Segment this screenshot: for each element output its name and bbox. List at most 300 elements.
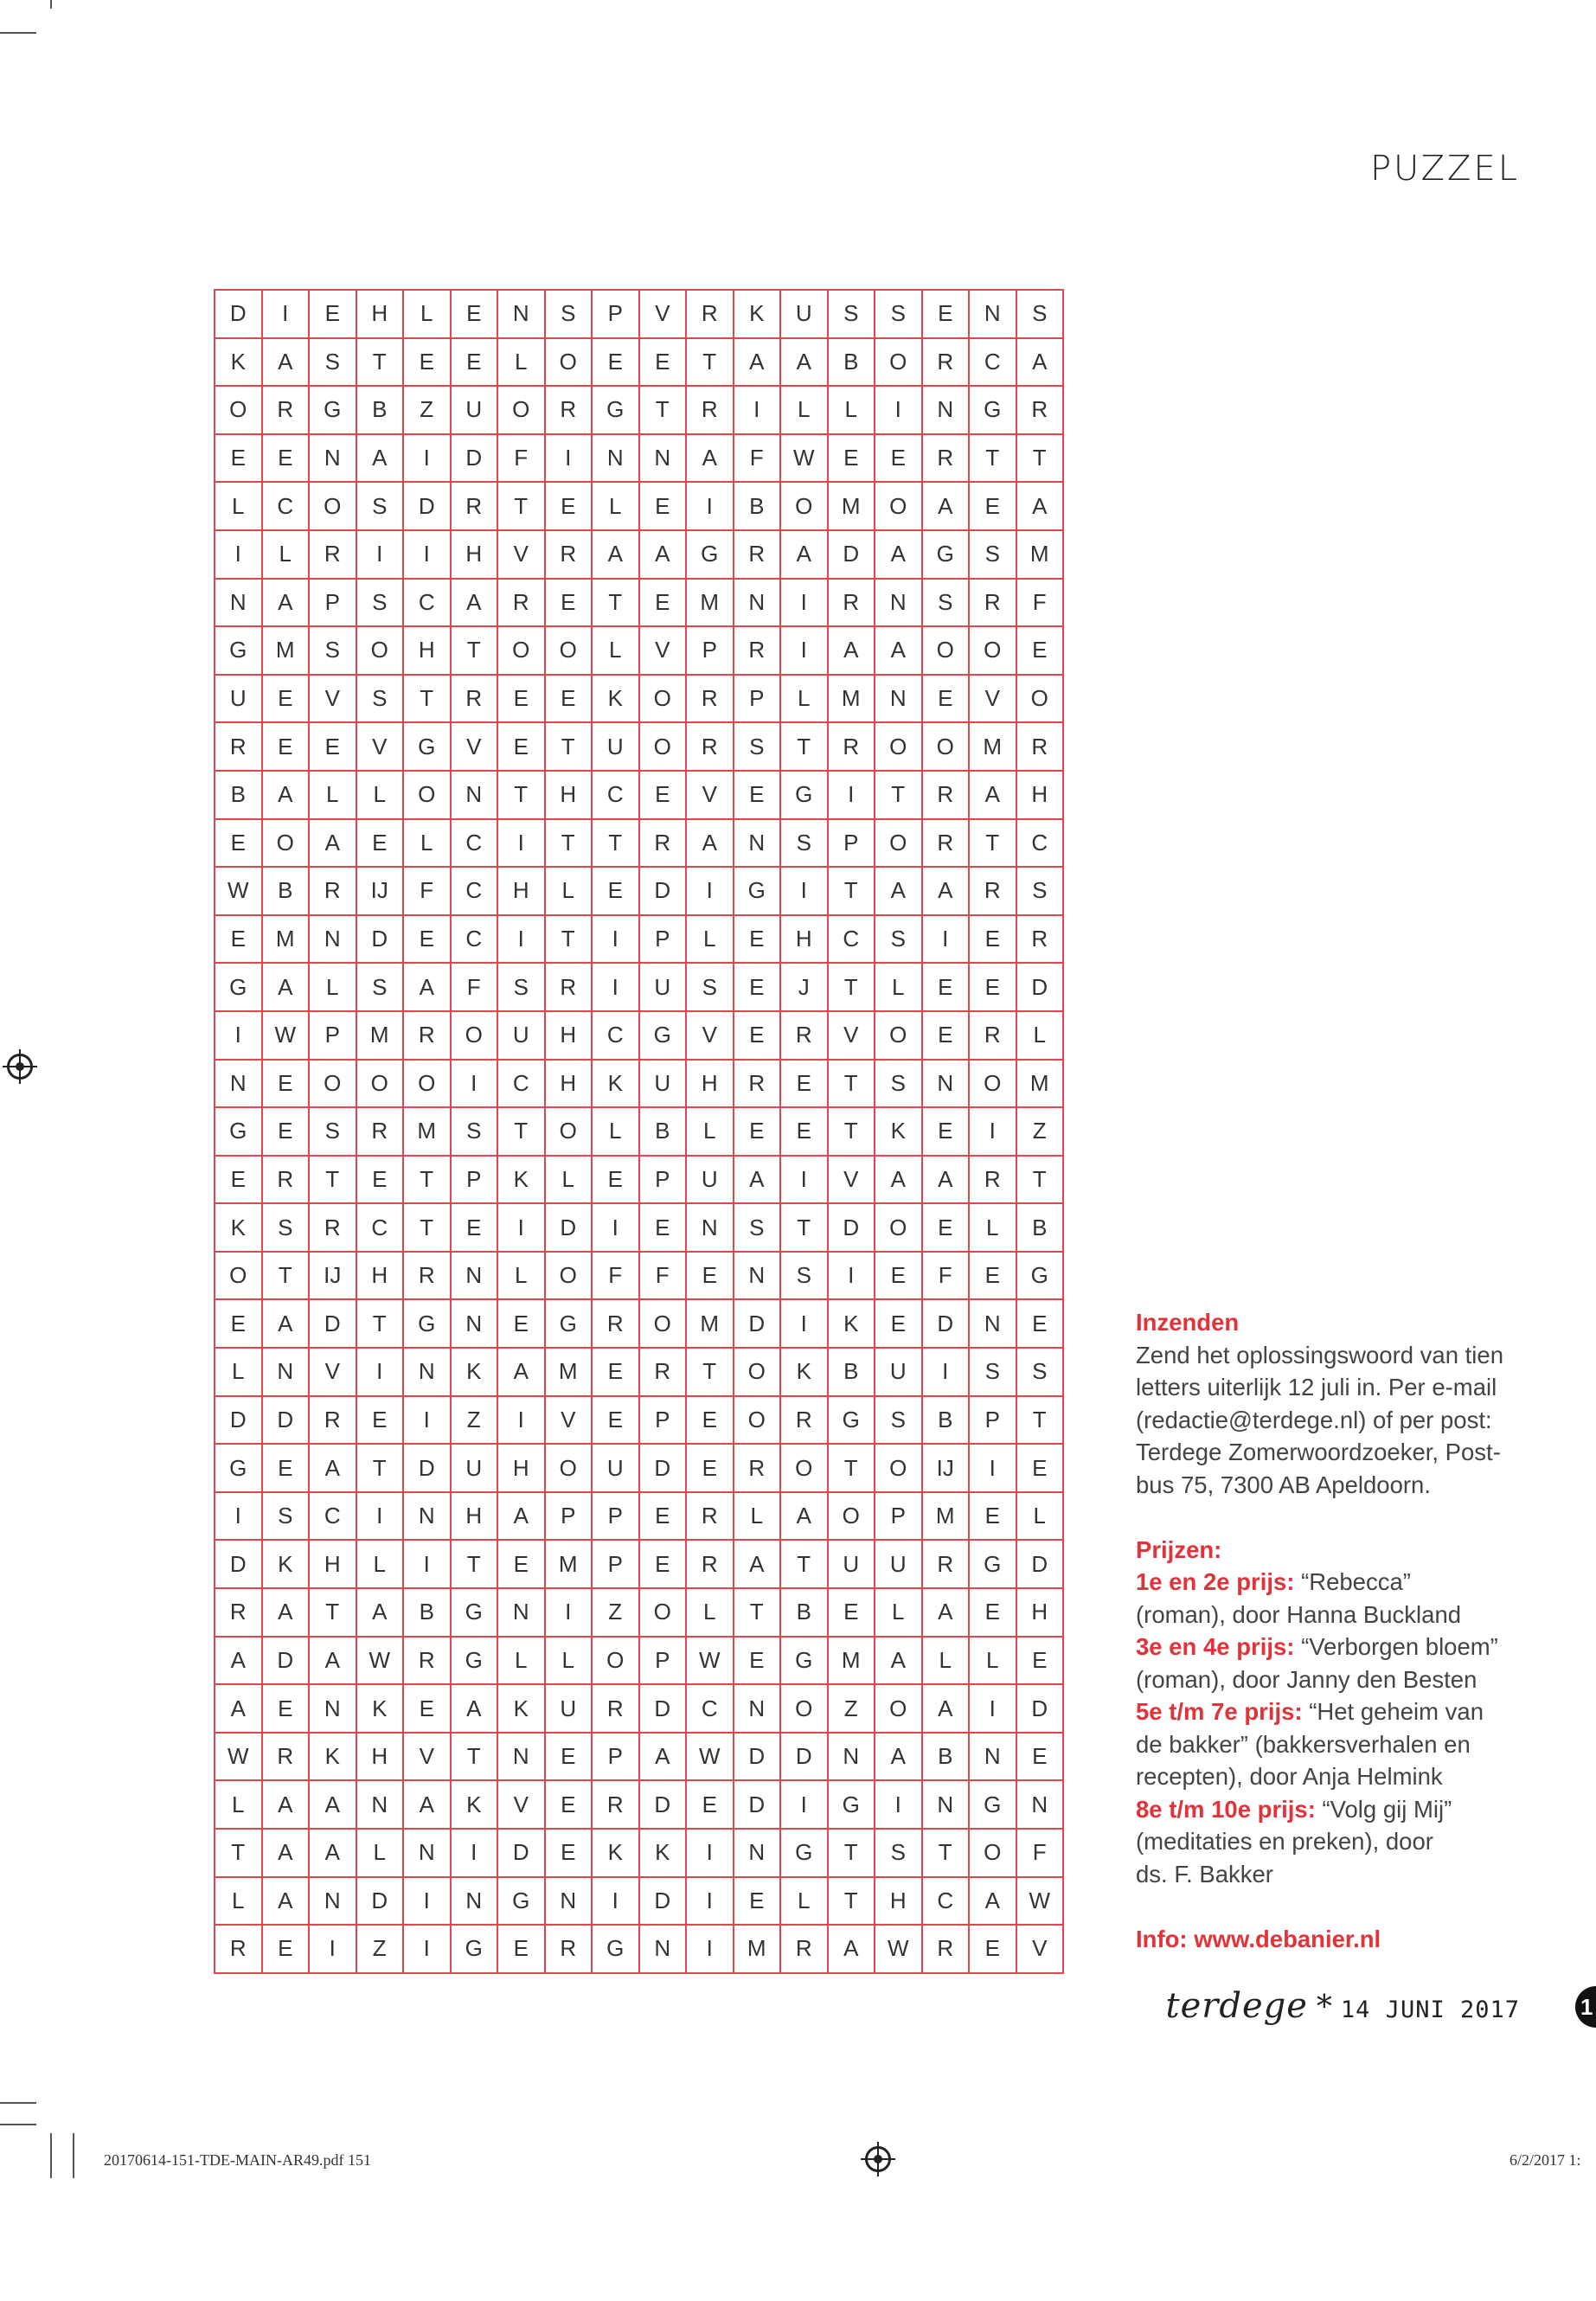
grid-cell[interactable]: I <box>686 482 734 530</box>
grid-cell[interactable]: U <box>451 386 498 434</box>
grid-cell[interactable]: V <box>686 1011 734 1060</box>
grid-cell[interactable]: E <box>734 915 781 964</box>
grid-cell[interactable]: T <box>639 386 687 434</box>
grid-cell[interactable]: T <box>828 963 875 1011</box>
grid-cell[interactable]: A <box>734 338 781 387</box>
grid-cell[interactable]: N <box>686 1203 734 1252</box>
grid-cell[interactable]: L <box>356 1540 404 1588</box>
grid-cell[interactable]: R <box>780 1011 828 1060</box>
grid-cell[interactable]: S <box>451 1107 498 1156</box>
grid-cell[interactable]: E <box>734 1107 781 1156</box>
grid-cell[interactable]: A <box>780 530 828 579</box>
grid-cell[interactable]: O <box>639 675 687 723</box>
grid-cell[interactable]: K <box>734 290 781 338</box>
grid-cell[interactable]: D <box>403 1444 451 1492</box>
grid-cell[interactable]: M <box>403 1107 451 1156</box>
grid-cell[interactable]: B <box>262 867 310 915</box>
grid-cell[interactable]: A <box>875 1637 922 1685</box>
grid-cell[interactable]: E <box>875 1252 922 1300</box>
grid-cell[interactable]: E <box>497 1540 545 1588</box>
grid-cell[interactable]: G <box>215 1444 262 1492</box>
grid-cell[interactable]: H <box>497 867 545 915</box>
grid-cell[interactable]: R <box>545 963 593 1011</box>
grid-cell[interactable]: T <box>451 1733 498 1781</box>
grid-cell[interactable]: M <box>262 915 310 964</box>
grid-cell[interactable]: A <box>875 867 922 915</box>
grid-cell[interactable]: A <box>875 1156 922 1204</box>
grid-cell[interactable]: T <box>828 867 875 915</box>
grid-cell[interactable]: M <box>545 1348 593 1396</box>
grid-cell[interactable]: T <box>780 722 828 771</box>
grid-cell[interactable]: E <box>356 1396 404 1445</box>
grid-cell[interactable]: P <box>828 819 875 868</box>
grid-cell[interactable]: R <box>215 1588 262 1637</box>
grid-cell[interactable]: W <box>686 1733 734 1781</box>
grid-cell[interactable]: A <box>875 626 922 675</box>
grid-cell[interactable]: G <box>734 867 781 915</box>
grid-cell[interactable]: L <box>969 1203 1016 1252</box>
grid-cell[interactable]: L <box>215 1877 262 1926</box>
grid-cell[interactable]: S <box>922 579 970 627</box>
grid-cell[interactable]: U <box>497 1011 545 1060</box>
grid-cell[interactable]: T <box>828 1060 875 1108</box>
grid-cell[interactable]: V <box>403 1733 451 1781</box>
grid-cell[interactable]: P <box>309 1011 356 1060</box>
grid-cell[interactable]: E <box>592 1348 639 1396</box>
grid-cell[interactable]: S <box>545 290 593 338</box>
grid-cell[interactable]: P <box>592 290 639 338</box>
grid-cell[interactable]: E <box>686 1780 734 1829</box>
grid-cell[interactable]: R <box>451 675 498 723</box>
grid-cell[interactable]: P <box>969 1396 1016 1445</box>
grid-cell[interactable]: A <box>262 1588 310 1637</box>
grid-cell[interactable]: U <box>592 1444 639 1492</box>
grid-cell[interactable]: D <box>1016 1684 1064 1733</box>
grid-cell[interactable]: A <box>922 482 970 530</box>
grid-cell[interactable]: M <box>828 482 875 530</box>
grid-cell[interactable]: E <box>545 579 593 627</box>
grid-cell[interactable]: P <box>592 1492 639 1541</box>
grid-cell[interactable]: F <box>497 434 545 483</box>
grid-cell[interactable]: B <box>828 1348 875 1396</box>
grid-cell[interactable]: E <box>309 722 356 771</box>
grid-cell[interactable]: O <box>545 338 593 387</box>
grid-cell[interactable]: E <box>262 1060 310 1108</box>
grid-cell[interactable]: G <box>403 1299 451 1348</box>
grid-cell[interactable]: D <box>497 1829 545 1877</box>
grid-cell[interactable]: T <box>309 1588 356 1637</box>
grid-cell[interactable]: N <box>545 1877 593 1926</box>
grid-cell[interactable]: A <box>639 530 687 579</box>
grid-cell[interactable]: I <box>875 1780 922 1829</box>
grid-cell[interactable]: N <box>922 1780 970 1829</box>
grid-cell[interactable]: N <box>734 819 781 868</box>
grid-cell[interactable]: S <box>262 1492 310 1541</box>
grid-cell[interactable]: I <box>545 1588 593 1637</box>
grid-cell[interactable]: I <box>403 1396 451 1445</box>
grid-cell[interactable]: E <box>639 1203 687 1252</box>
grid-cell[interactable]: H <box>497 1444 545 1492</box>
grid-cell[interactable]: D <box>639 1780 687 1829</box>
grid-cell[interactable]: I <box>403 530 451 579</box>
grid-cell[interactable]: R <box>215 1925 262 1973</box>
grid-cell[interactable]: C <box>451 867 498 915</box>
grid-cell[interactable]: J <box>780 963 828 1011</box>
grid-cell[interactable]: E <box>451 1203 498 1252</box>
grid-cell[interactable]: IJ <box>356 867 404 915</box>
grid-cell[interactable]: I <box>780 579 828 627</box>
grid-cell[interactable]: D <box>828 1203 875 1252</box>
grid-cell[interactable]: T <box>828 1107 875 1156</box>
grid-cell[interactable]: I <box>309 1925 356 1973</box>
grid-cell[interactable]: C <box>497 1060 545 1108</box>
grid-cell[interactable]: N <box>451 1252 498 1300</box>
grid-cell[interactable]: E <box>545 1780 593 1829</box>
grid-cell[interactable]: R <box>1016 915 1064 964</box>
grid-cell[interactable]: E <box>497 1299 545 1348</box>
grid-cell[interactable]: E <box>922 1011 970 1060</box>
grid-cell[interactable]: G <box>780 1637 828 1685</box>
grid-cell[interactable]: U <box>686 1156 734 1204</box>
grid-cell[interactable]: T <box>403 1156 451 1204</box>
grid-cell[interactable]: T <box>686 338 734 387</box>
grid-cell[interactable]: E <box>262 722 310 771</box>
grid-cell[interactable]: F <box>1016 579 1064 627</box>
grid-cell[interactable]: E <box>686 1444 734 1492</box>
grid-cell[interactable]: V <box>969 675 1016 723</box>
grid-cell[interactable]: I <box>403 1540 451 1588</box>
grid-cell[interactable]: H <box>1016 1588 1064 1637</box>
grid-cell[interactable]: O <box>780 1444 828 1492</box>
grid-cell[interactable]: A <box>497 1492 545 1541</box>
grid-cell[interactable]: G <box>780 1829 828 1877</box>
grid-cell[interactable]: R <box>780 1396 828 1445</box>
grid-cell[interactable]: E <box>969 1588 1016 1637</box>
grid-cell[interactable]: R <box>545 1925 593 1973</box>
grid-cell[interactable]: V <box>686 771 734 819</box>
grid-cell[interactable]: T <box>497 482 545 530</box>
grid-cell[interactable]: R <box>309 867 356 915</box>
grid-cell[interactable]: S <box>309 626 356 675</box>
grid-cell[interactable]: N <box>875 579 922 627</box>
grid-cell[interactable]: H <box>356 1252 404 1300</box>
grid-cell[interactable]: U <box>780 290 828 338</box>
grid-cell[interactable]: O <box>356 626 404 675</box>
grid-cell[interactable]: E <box>875 434 922 483</box>
grid-cell[interactable]: B <box>922 1733 970 1781</box>
grid-cell[interactable]: I <box>780 1156 828 1204</box>
grid-cell[interactable]: S <box>875 915 922 964</box>
grid-cell[interactable]: O <box>875 819 922 868</box>
grid-cell[interactable]: Z <box>592 1588 639 1637</box>
grid-cell[interactable]: E <box>545 1733 593 1781</box>
grid-cell[interactable]: R <box>356 1107 404 1156</box>
grid-cell[interactable]: R <box>545 386 593 434</box>
grid-cell[interactable]: D <box>403 482 451 530</box>
grid-cell[interactable]: P <box>734 675 781 723</box>
grid-cell[interactable]: R <box>497 579 545 627</box>
grid-cell[interactable]: E <box>734 963 781 1011</box>
grid-cell[interactable]: I <box>828 1252 875 1300</box>
grid-cell[interactable]: E <box>922 1203 970 1252</box>
grid-cell[interactable]: R <box>592 1299 639 1348</box>
grid-cell[interactable]: C <box>592 1011 639 1060</box>
grid-cell[interactable]: F <box>451 963 498 1011</box>
grid-cell[interactable]: E <box>545 1829 593 1877</box>
grid-cell[interactable]: R <box>262 386 310 434</box>
grid-cell[interactable]: R <box>922 338 970 387</box>
grid-cell[interactable]: D <box>1016 1540 1064 1588</box>
grid-cell[interactable]: N <box>969 1733 1016 1781</box>
grid-cell[interactable]: A <box>875 1733 922 1781</box>
grid-cell[interactable]: O <box>545 626 593 675</box>
grid-cell[interactable]: A <box>403 1780 451 1829</box>
grid-cell[interactable]: C <box>922 1877 970 1926</box>
grid-cell[interactable]: O <box>875 338 922 387</box>
grid-cell[interactable]: R <box>969 867 1016 915</box>
grid-cell[interactable]: S <box>309 1107 356 1156</box>
grid-cell[interactable]: I <box>215 530 262 579</box>
grid-cell[interactable]: E <box>215 1299 262 1348</box>
grid-cell[interactable]: O <box>734 1348 781 1396</box>
grid-cell[interactable]: W <box>875 1925 922 1973</box>
grid-cell[interactable]: E <box>497 1925 545 1973</box>
grid-cell[interactable]: L <box>545 1156 593 1204</box>
grid-cell[interactable]: G <box>451 1637 498 1685</box>
grid-cell[interactable]: E <box>734 1877 781 1926</box>
grid-cell[interactable]: W <box>262 1011 310 1060</box>
grid-cell[interactable]: H <box>875 1877 922 1926</box>
grid-cell[interactable]: T <box>922 1829 970 1877</box>
grid-cell[interactable]: E <box>215 1156 262 1204</box>
grid-cell[interactable]: E <box>922 1107 970 1156</box>
grid-cell[interactable]: L <box>356 771 404 819</box>
grid-cell[interactable]: R <box>309 1396 356 1445</box>
grid-cell[interactable]: N <box>875 675 922 723</box>
grid-cell[interactable]: B <box>356 386 404 434</box>
grid-cell[interactable]: V <box>451 722 498 771</box>
grid-cell[interactable]: F <box>1016 1829 1064 1877</box>
grid-cell[interactable]: S <box>780 1252 828 1300</box>
grid-cell[interactable]: R <box>309 1203 356 1252</box>
grid-cell[interactable]: D <box>734 1780 781 1829</box>
grid-cell[interactable]: U <box>451 1444 498 1492</box>
grid-cell[interactable]: P <box>639 1637 687 1685</box>
grid-cell[interactable]: N <box>922 386 970 434</box>
grid-cell[interactable]: K <box>592 1829 639 1877</box>
grid-cell[interactable]: S <box>497 963 545 1011</box>
grid-cell[interactable]: M <box>734 1925 781 1973</box>
grid-cell[interactable]: D <box>215 290 262 338</box>
grid-cell[interactable]: A <box>262 338 310 387</box>
grid-cell[interactable]: K <box>451 1780 498 1829</box>
grid-cell[interactable]: L <box>686 915 734 964</box>
grid-cell[interactable]: I <box>828 771 875 819</box>
grid-cell[interactable]: G <box>545 1299 593 1348</box>
grid-cell[interactable]: E <box>262 1444 310 1492</box>
grid-cell[interactable]: A <box>639 1733 687 1781</box>
grid-cell[interactable]: E <box>356 819 404 868</box>
grid-cell[interactable]: U <box>639 1060 687 1108</box>
grid-cell[interactable]: N <box>262 1348 310 1396</box>
grid-cell[interactable]: T <box>497 771 545 819</box>
grid-cell[interactable]: L <box>1016 1011 1064 1060</box>
grid-cell[interactable]: E <box>545 675 593 723</box>
grid-cell[interactable]: N <box>215 579 262 627</box>
grid-cell[interactable]: E <box>639 579 687 627</box>
grid-cell[interactable]: B <box>828 338 875 387</box>
grid-cell[interactable]: S <box>875 1829 922 1877</box>
grid-cell[interactable]: I <box>592 963 639 1011</box>
grid-cell[interactable]: B <box>922 1396 970 1445</box>
grid-cell[interactable]: D <box>734 1299 781 1348</box>
grid-cell[interactable]: L <box>262 530 310 579</box>
grid-cell[interactable]: G <box>451 1588 498 1637</box>
grid-cell[interactable]: Z <box>356 1925 404 1973</box>
grid-cell[interactable]: R <box>969 1011 1016 1060</box>
grid-cell[interactable]: E <box>734 771 781 819</box>
grid-cell[interactable]: L <box>686 1588 734 1637</box>
grid-cell[interactable]: A <box>262 579 310 627</box>
grid-cell[interactable]: T <box>356 338 404 387</box>
grid-cell[interactable]: I <box>215 1492 262 1541</box>
grid-cell[interactable]: R <box>922 1540 970 1588</box>
grid-cell[interactable]: D <box>356 915 404 964</box>
grid-cell[interactable]: G <box>215 626 262 675</box>
grid-cell[interactable]: O <box>922 626 970 675</box>
grid-cell[interactable]: G <box>592 386 639 434</box>
grid-cell[interactable]: M <box>922 1492 970 1541</box>
grid-cell[interactable]: E <box>262 434 310 483</box>
grid-cell[interactable]: N <box>451 771 498 819</box>
grid-cell[interactable]: A <box>262 1780 310 1829</box>
grid-cell[interactable]: N <box>639 1925 687 1973</box>
grid-cell[interactable]: E <box>969 482 1016 530</box>
grid-cell[interactable]: I <box>686 1925 734 1973</box>
grid-cell[interactable]: U <box>875 1540 922 1588</box>
grid-cell[interactable]: G <box>451 1925 498 1973</box>
grid-cell[interactable]: I <box>497 819 545 868</box>
grid-cell[interactable]: S <box>356 482 404 530</box>
grid-cell[interactable]: R <box>451 482 498 530</box>
grid-cell[interactable]: G <box>403 722 451 771</box>
grid-cell[interactable]: E <box>780 1060 828 1108</box>
grid-cell[interactable]: O <box>545 1252 593 1300</box>
grid-cell[interactable]: I <box>592 1877 639 1926</box>
grid-cell[interactable]: S <box>1016 290 1064 338</box>
grid-cell[interactable]: A <box>451 1684 498 1733</box>
grid-cell[interactable]: E <box>403 915 451 964</box>
grid-cell[interactable]: O <box>875 1011 922 1060</box>
grid-cell[interactable]: R <box>639 819 687 868</box>
grid-cell[interactable]: O <box>451 1011 498 1060</box>
grid-cell[interactable]: K <box>215 1203 262 1252</box>
grid-cell[interactable]: O <box>780 1684 828 1733</box>
grid-cell[interactable]: I <box>356 530 404 579</box>
grid-cell[interactable]: S <box>262 1203 310 1252</box>
grid-cell[interactable]: O <box>969 1060 1016 1108</box>
grid-cell[interactable]: T <box>545 915 593 964</box>
grid-cell[interactable]: L <box>875 963 922 1011</box>
grid-cell[interactable]: S <box>875 1060 922 1108</box>
grid-cell[interactable]: G <box>780 771 828 819</box>
grid-cell[interactable]: C <box>309 1492 356 1541</box>
grid-cell[interactable]: R <box>262 1156 310 1204</box>
grid-cell[interactable]: A <box>734 1540 781 1588</box>
grid-cell[interactable]: E <box>592 1156 639 1204</box>
grid-cell[interactable]: E <box>1016 1733 1064 1781</box>
grid-cell[interactable]: G <box>215 1107 262 1156</box>
grid-cell[interactable]: I <box>403 1925 451 1973</box>
grid-cell[interactable]: O <box>875 482 922 530</box>
grid-cell[interactable]: V <box>497 530 545 579</box>
grid-cell[interactable]: E <box>1016 1299 1064 1348</box>
grid-cell[interactable]: A <box>309 1780 356 1829</box>
grid-cell[interactable]: K <box>497 1156 545 1204</box>
grid-cell[interactable]: H <box>545 1011 593 1060</box>
grid-cell[interactable]: T <box>828 1444 875 1492</box>
grid-cell[interactable]: K <box>262 1540 310 1588</box>
grid-cell[interactable]: N <box>403 1829 451 1877</box>
grid-cell[interactable]: C <box>1016 819 1064 868</box>
grid-cell[interactable]: N <box>309 1684 356 1733</box>
grid-cell[interactable]: A <box>309 1829 356 1877</box>
grid-cell[interactable]: C <box>451 915 498 964</box>
grid-cell[interactable]: N <box>356 1780 404 1829</box>
grid-cell[interactable]: U <box>215 675 262 723</box>
grid-cell[interactable]: D <box>1016 963 1064 1011</box>
grid-cell[interactable]: O <box>497 386 545 434</box>
grid-cell[interactable]: W <box>780 434 828 483</box>
grid-cell[interactable]: K <box>309 1733 356 1781</box>
grid-cell[interactable]: U <box>828 1540 875 1588</box>
grid-cell[interactable]: E <box>497 675 545 723</box>
grid-cell[interactable]: V <box>309 675 356 723</box>
grid-cell[interactable]: A <box>262 771 310 819</box>
grid-cell[interactable]: G <box>969 1780 1016 1829</box>
grid-cell[interactable]: S <box>734 1203 781 1252</box>
grid-cell[interactable]: A <box>922 1156 970 1204</box>
grid-cell[interactable]: B <box>734 482 781 530</box>
grid-cell[interactable]: L <box>734 1492 781 1541</box>
grid-cell[interactable]: R <box>639 1348 687 1396</box>
grid-cell[interactable]: L <box>545 1637 593 1685</box>
grid-cell[interactable]: O <box>545 1107 593 1156</box>
grid-cell[interactable]: V <box>497 1780 545 1829</box>
grid-cell[interactable]: E <box>969 915 1016 964</box>
grid-cell[interactable]: P <box>545 1492 593 1541</box>
grid-cell[interactable]: L <box>309 963 356 1011</box>
grid-cell[interactable]: E <box>262 1925 310 1973</box>
grid-cell[interactable]: G <box>969 386 1016 434</box>
grid-cell[interactable]: O <box>875 722 922 771</box>
grid-cell[interactable]: A <box>356 1588 404 1637</box>
grid-cell[interactable]: R <box>592 1684 639 1733</box>
grid-cell[interactable]: O <box>780 482 828 530</box>
grid-cell[interactable]: B <box>403 1588 451 1637</box>
grid-cell[interactable]: N <box>734 579 781 627</box>
grid-cell[interactable]: O <box>403 771 451 819</box>
grid-cell[interactable]: N <box>497 290 545 338</box>
grid-cell[interactable]: T <box>497 1107 545 1156</box>
grid-cell[interactable]: H <box>545 771 593 819</box>
grid-cell[interactable]: R <box>922 1925 970 1973</box>
grid-cell[interactable]: A <box>686 819 734 868</box>
grid-cell[interactable]: T <box>356 1444 404 1492</box>
grid-cell[interactable]: U <box>639 963 687 1011</box>
grid-cell[interactable]: H <box>1016 771 1064 819</box>
grid-cell[interactable]: O <box>639 1299 687 1348</box>
